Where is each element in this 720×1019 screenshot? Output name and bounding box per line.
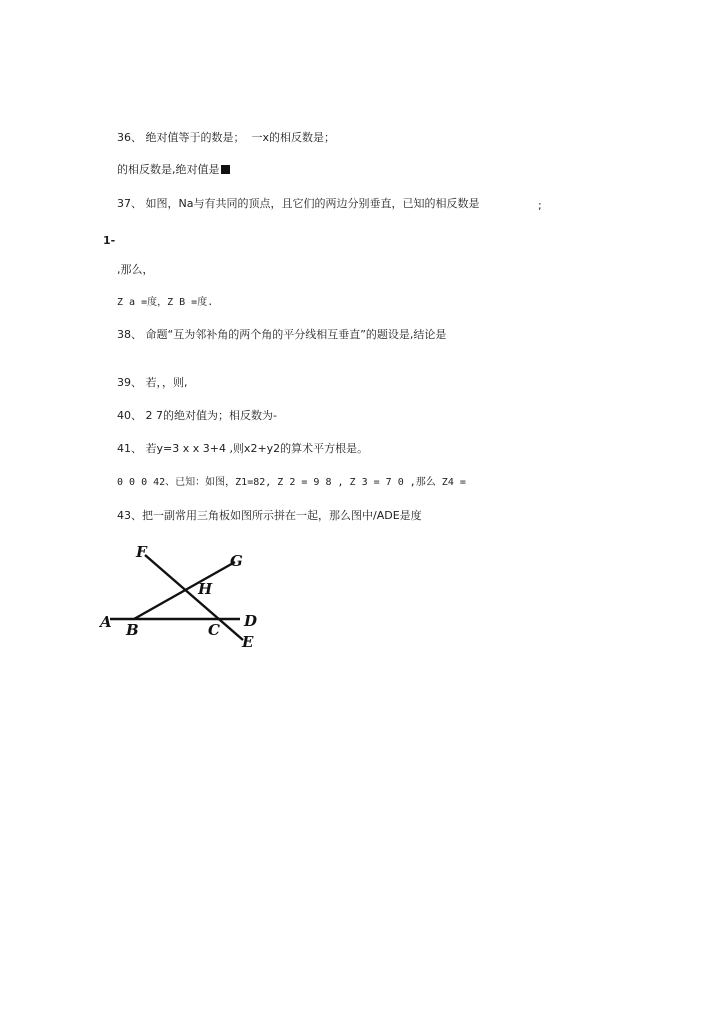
point-label-E: E [242, 633, 254, 651]
question-36-continued [117, 163, 230, 177]
question-37-then: ,那么， [117, 263, 154, 276]
point-label-H: H [198, 580, 213, 598]
point-label-F: F [136, 543, 147, 561]
line-FE [145, 555, 243, 640]
question-36: 36、 绝对值等于的数是； 一x的相反数是； [117, 131, 335, 144]
filled-square-mark [221, 165, 230, 174]
point-label-C: C [208, 621, 220, 639]
question-37-semicolon: ; [538, 199, 542, 212]
point-label-G: G [230, 552, 243, 570]
question-43: 43、把一副常用三角板如图所示拼在一起，那么图中/ADE是度 [117, 509, 422, 522]
question-38: 38、 命题“互为邻补角的两个角的平分线相互垂直”的题设是,结论是 [117, 328, 447, 341]
question-36-continued-text: 的相反数是,绝对值是 [117, 163, 220, 176]
stray-mark: 1- [103, 234, 116, 247]
point-label-B: B [126, 621, 139, 639]
point-label-A: A [100, 613, 112, 631]
line-BG [134, 562, 235, 619]
point-label-D: D [244, 612, 258, 630]
geometry-figure [98, 540, 278, 655]
question-42: 0 0 0 42、已知：如图，Z1=82, Z 2 = 9 8 , Z 3 = 7 0 ,那么 Z4 = [117, 477, 466, 488]
question-37: 37、 如图，Na与有共同的顶点，且它们的两边分别垂直，已知的相反数是 [117, 197, 480, 210]
question-40: 40、 2 7的绝对值为；相反数为- [117, 409, 277, 422]
question-41: 41、 若y=3 x x 3+4 ,则x2+y2的算术平方根是。 [117, 442, 369, 455]
question-39: 39、 若，，则, [117, 376, 188, 389]
question-37-angles: Z a =度，Z B =度. [117, 297, 214, 308]
